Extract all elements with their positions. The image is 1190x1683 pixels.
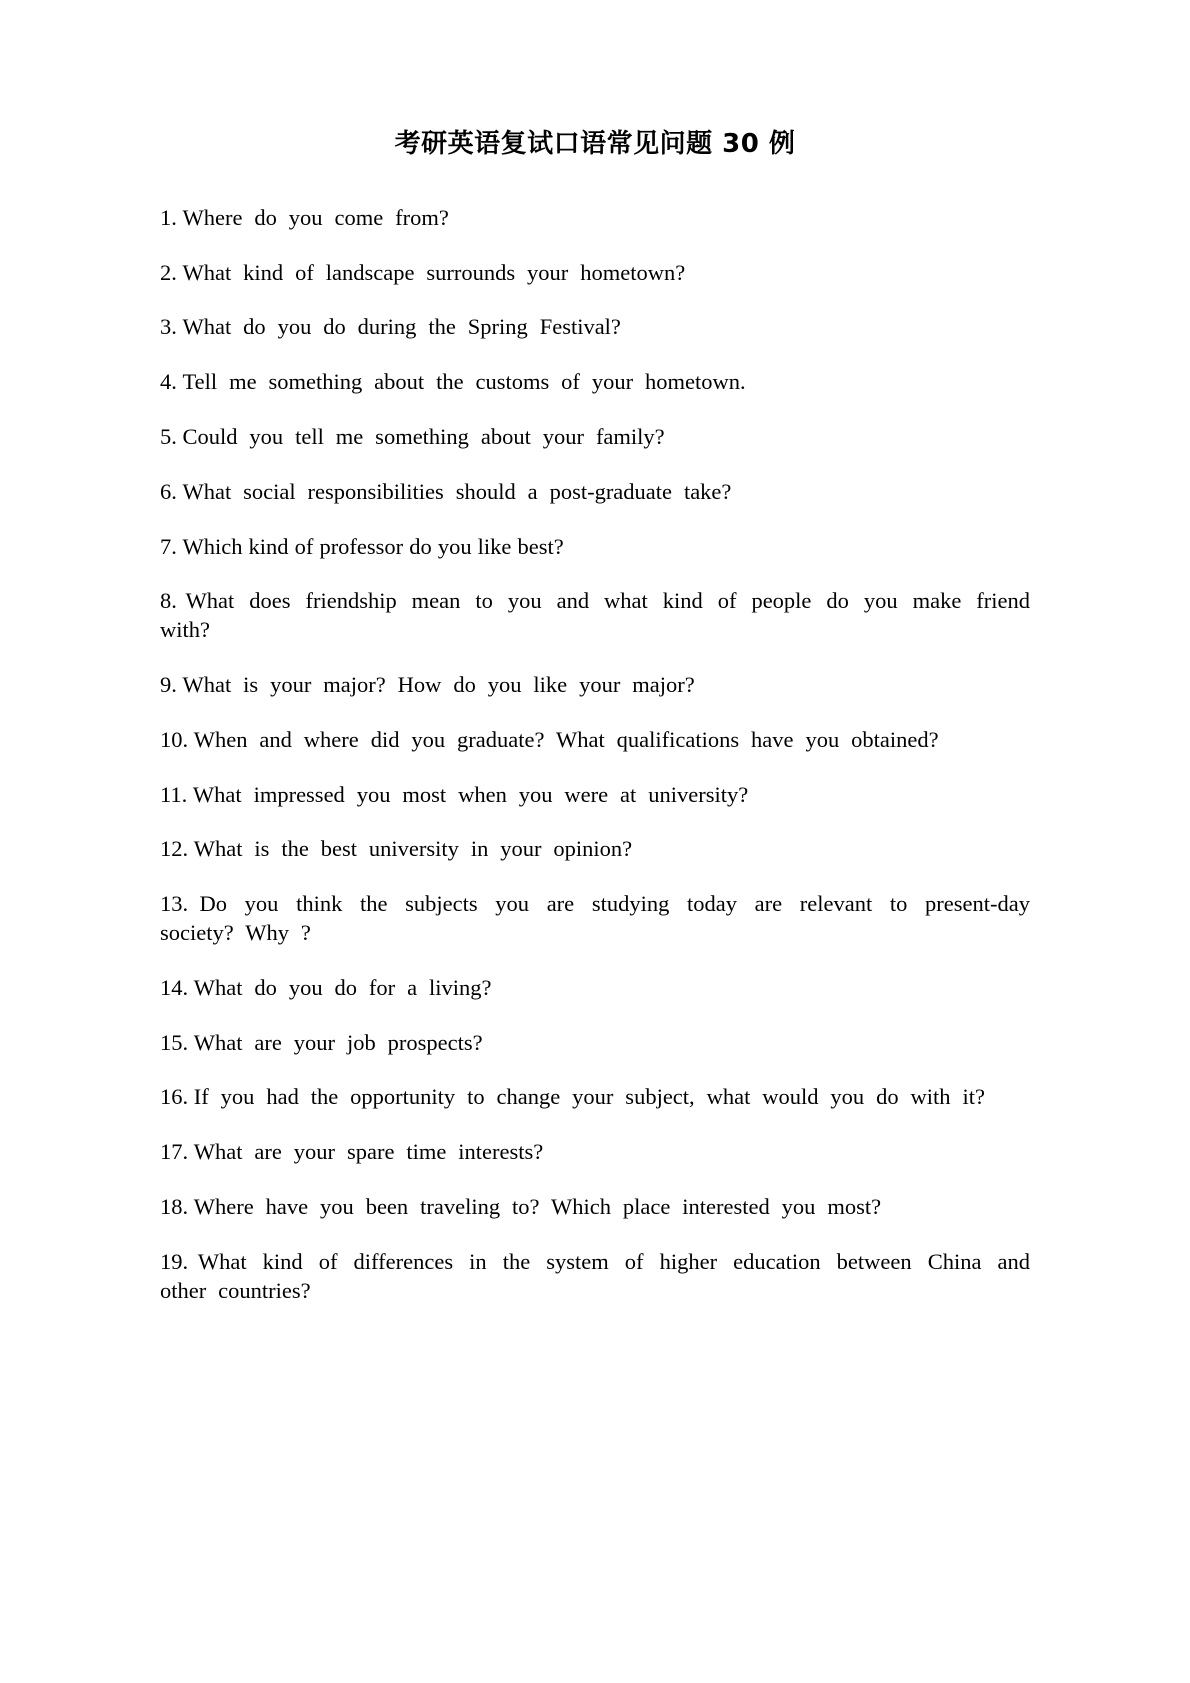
list-item-text: What are your spare time interests? [193,1139,544,1165]
list-item [160,726,1030,755]
list-item-text: Tell me something about the customs of your hometown. [182,369,746,395]
list-item-number: 18. [160,1193,189,1219]
question-list [160,204,1030,1306]
list-item-text: Where have you been traveling to? Which place interested you most? [193,1193,882,1219]
list-item-number: 19. [160,1248,189,1274]
list-item-text: What is the best university in your opinion? [193,836,633,862]
list-item-number: 14. [160,974,189,1000]
list-item [160,1193,1030,1222]
list-item-text: When and where did you graduate? What qualifications have you obtained? [193,726,939,752]
list-item-text: If you had the opportunity to change your subject, what would you do with it? [193,1084,985,1110]
list-item-number: 2. [160,259,177,285]
list-item [160,974,1030,1003]
list-item-number: 7. [160,533,177,559]
list-item-number: 5. [160,423,177,449]
list-item-number: 12. [160,836,189,862]
list-item-number: 4. [160,369,177,395]
list-item-number: 8. [160,588,177,614]
list-item [160,259,1030,288]
list-item-text: What is your major? How do you like your major? [182,671,695,697]
list-item [160,423,1030,452]
list-item-text: What social responsibilities should a post-graduate take? [182,478,732,504]
page-title: 考研英语复试口语常见问题 30 例 [394,129,796,159]
list-item-number: 16. [160,1084,189,1110]
list-item-number: 13. [160,891,189,917]
list-item-number: 3. [160,314,177,340]
list-item-text: Do you think the subjects you are studying today are relevant to present-day society? Why ? [160,891,1031,945]
list-item [160,204,1030,233]
list-item-text: What do you do for a living? [193,974,492,1000]
list-item-text: Could you tell me something about your family? [182,423,665,449]
list-item [160,478,1030,507]
list-item-text: What kind of landscape surrounds your hometown? [182,259,686,285]
list-item [160,1083,1030,1112]
list-item-number: 1. [160,204,177,230]
list-item-text: What do you do during the Spring Festival? [182,314,621,340]
list-item [160,835,1030,864]
list-item [160,1138,1030,1167]
list-item-text: What are your job prospects? [193,1029,483,1055]
list-item-text: What impressed you most when you were at university? [192,781,749,807]
list-item-number: 11. [160,781,188,807]
list-item-text: What does friendship mean to you and what kind of people do you make friend with? [160,588,1031,643]
list-item-number: 9. [160,671,177,697]
list-item [160,1248,1030,1306]
list-item-number: 15. [160,1029,189,1055]
list-item [160,587,1030,645]
list-item [160,781,1030,810]
list-item [160,368,1030,397]
list-item [160,313,1030,342]
list-item-number: 17. [160,1139,189,1165]
list-item-number: 6. [160,478,177,504]
list-item-number: 10. [160,726,189,752]
list-item-text: Which kind of professor do you like best? [182,533,564,559]
list-item-text: Where do you come from? [182,204,449,230]
list-item [160,1029,1030,1058]
list-item [160,890,1030,948]
list-item [160,671,1030,700]
list-item-text: What kind of differences in the system of higher education between China and other countries? [160,1248,1030,1303]
list-item [160,533,1030,562]
